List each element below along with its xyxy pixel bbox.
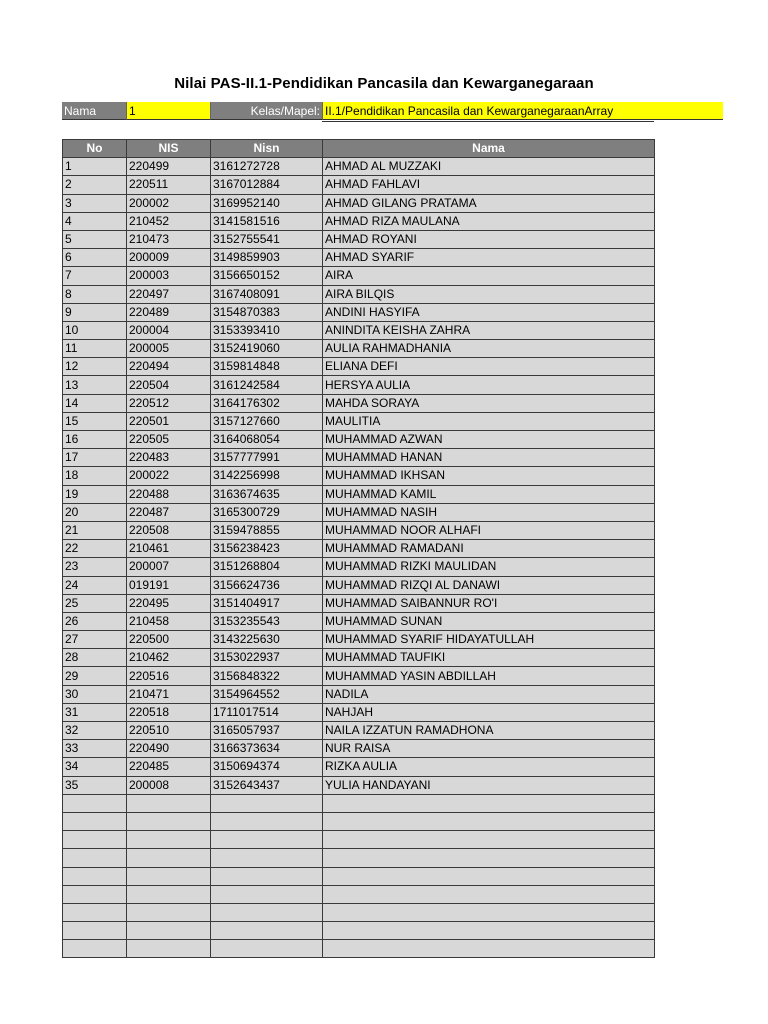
cell-nis[interactable]: 220499: [127, 158, 211, 176]
table-row: [63, 758, 655, 776]
cell-nama[interactable]: ANINDITA KEISHA ZAHRA: [323, 321, 655, 339]
table-row: [63, 849, 655, 867]
cell-nis[interactable]: 210458: [127, 612, 211, 630]
nama-label: Nama: [62, 102, 126, 120]
table-row: [63, 831, 655, 849]
cell-nisn[interactable]: 3152643437: [211, 776, 323, 794]
cell-nisn[interactable]: 3164068054: [211, 431, 323, 449]
table-row: [63, 885, 655, 903]
cell-no[interactable]: 28: [63, 649, 127, 667]
cell-nis[interactable]: 220501: [127, 412, 211, 430]
cell-nama[interactable]: MUHAMMAD NOOR ALHAFI: [323, 521, 655, 539]
cell-nisn[interactable]: [211, 903, 323, 921]
cell-nisn[interactable]: 3153022937: [211, 649, 323, 667]
table-row: [63, 321, 655, 339]
cell-nama[interactable]: MUHAMMAD SAIBANNUR RO'I: [323, 594, 655, 612]
cell-nis[interactable]: 220500: [127, 631, 211, 649]
table-header-row: [63, 140, 655, 158]
table-row: [63, 230, 655, 248]
cell-nisn[interactable]: 3166373634: [211, 740, 323, 758]
cell-nama[interactable]: AHMAD SYARIF: [323, 249, 655, 267]
cell-nisn[interactable]: 3151268804: [211, 558, 323, 576]
cell-nisn[interactable]: 3161272728: [211, 158, 323, 176]
table-row: [63, 740, 655, 758]
table-row: [63, 685, 655, 703]
cell-no[interactable]: 23: [63, 558, 127, 576]
cell-nis[interactable]: 220512: [127, 394, 211, 412]
cell-nis[interactable]: 220485: [127, 758, 211, 776]
cell-no[interactable]: 35: [63, 776, 127, 794]
table-row: [63, 194, 655, 212]
table-row: [63, 176, 655, 194]
table-row: [63, 722, 655, 740]
cell-nis[interactable]: 220511: [127, 176, 211, 194]
cell-no[interactable]: [63, 922, 127, 940]
table-row: [63, 576, 655, 594]
cell-nama[interactable]: YULIA HANDAYANI: [323, 776, 655, 794]
cell-no[interactable]: [63, 940, 127, 958]
cell-nama[interactable]: AIRA: [323, 267, 655, 285]
cell-no[interactable]: [63, 794, 127, 812]
table-row: [63, 340, 655, 358]
cell-nis[interactable]: 220489: [127, 303, 211, 321]
cell-nis[interactable]: 200022: [127, 467, 211, 485]
cell-no[interactable]: 6: [63, 249, 127, 267]
cell-nama[interactable]: MAHDA SORAYA: [323, 394, 655, 412]
meta-bar: [62, 102, 723, 121]
cell-no[interactable]: 32: [63, 722, 127, 740]
cell-nama[interactable]: MUHAMMAD NASIH: [323, 503, 655, 521]
table-row: [63, 667, 655, 685]
table-row: [63, 358, 655, 376]
cell-no[interactable]: 18: [63, 467, 127, 485]
cell-nis[interactable]: 200005: [127, 340, 211, 358]
cell-no[interactable]: 33: [63, 740, 127, 758]
table-row: [63, 249, 655, 267]
cell-no[interactable]: 4: [63, 212, 127, 230]
cell-nama[interactable]: MUHAMMAD KAMIL: [323, 485, 655, 503]
cell-nisn[interactable]: 3142256998: [211, 467, 323, 485]
table-row: [63, 158, 655, 176]
cell-nisn[interactable]: 3156848322: [211, 667, 323, 685]
cell-nisn[interactable]: 3169952140: [211, 194, 323, 212]
cell-nisn[interactable]: [211, 849, 323, 867]
cell-nisn[interactable]: 3154964552: [211, 685, 323, 703]
cell-nis[interactable]: 220508: [127, 521, 211, 539]
cell-nis[interactable]: 220495: [127, 594, 211, 612]
cell-nis[interactable]: 210461: [127, 540, 211, 558]
table-row: [63, 776, 655, 794]
cell-nisn[interactable]: 3152419060: [211, 340, 323, 358]
cell-no[interactable]: 29: [63, 667, 127, 685]
cell-no[interactable]: 1: [63, 158, 127, 176]
cell-nama[interactable]: [323, 922, 655, 940]
cell-nis[interactable]: 200007: [127, 558, 211, 576]
cell-no[interactable]: 26: [63, 612, 127, 630]
cell-nama[interactable]: AULIA RAHMADHANIA: [323, 340, 655, 358]
cell-nisn[interactable]: [211, 922, 323, 940]
cell-nama[interactable]: MUHAMMAD RAMADANI: [323, 540, 655, 558]
cell-no[interactable]: 21: [63, 521, 127, 539]
table-row: [63, 940, 655, 958]
cell-no[interactable]: 25: [63, 594, 127, 612]
table-row: [63, 594, 655, 612]
table-row: [63, 412, 655, 430]
cell-nama[interactable]: [323, 867, 655, 885]
nama-value-cell[interactable]: 1: [126, 102, 210, 120]
cell-nama[interactable]: MUHAMMAD SYARIF HIDAYATULLAH: [323, 631, 655, 649]
table-row: [63, 649, 655, 667]
table-row: [63, 867, 655, 885]
cell-no[interactable]: [63, 885, 127, 903]
cell-nis[interactable]: 220497: [127, 285, 211, 303]
cell-nisn[interactable]: [211, 940, 323, 958]
cell-nama[interactable]: [323, 903, 655, 921]
cell-nama[interactable]: HERSYA AULIA: [323, 376, 655, 394]
cell-nis[interactable]: 200003: [127, 267, 211, 285]
table-row: [63, 449, 655, 467]
cell-nis[interactable]: 210473: [127, 230, 211, 248]
cell-nama[interactable]: [323, 794, 655, 812]
cell-nisn[interactable]: [211, 831, 323, 849]
cell-nisn[interactable]: 3149859903: [211, 249, 323, 267]
cell-no[interactable]: [63, 812, 127, 830]
cell-nama[interactable]: AHMAD RIZA MAULANA: [323, 212, 655, 230]
cell-nisn[interactable]: 3152755541: [211, 230, 323, 248]
cell-nis[interactable]: 220494: [127, 358, 211, 376]
cell-nama[interactable]: NAHJAH: [323, 703, 655, 721]
table-row: [63, 812, 655, 830]
cell-nisn[interactable]: 1711017514: [211, 703, 323, 721]
cell-no[interactable]: 12: [63, 358, 127, 376]
cell-nama[interactable]: AIRA BILQIS: [323, 285, 655, 303]
cell-nisn[interactable]: [211, 812, 323, 830]
cell-no[interactable]: [63, 867, 127, 885]
table-row: [63, 631, 655, 649]
cell-nisn[interactable]: 3163674635: [211, 485, 323, 503]
header-nama: Nama: [323, 140, 655, 158]
cell-nis[interactable]: [127, 903, 211, 921]
cell-nisn[interactable]: 3167012884: [211, 176, 323, 194]
cell-no[interactable]: 22: [63, 540, 127, 558]
cell-nama[interactable]: [323, 940, 655, 958]
cell-nis[interactable]: 220490: [127, 740, 211, 758]
cell-nis[interactable]: 200002: [127, 194, 211, 212]
cell-no[interactable]: 14: [63, 394, 127, 412]
header-nis: NIS: [127, 140, 211, 158]
cell-nis[interactable]: [127, 812, 211, 830]
cell-nisn[interactable]: 3165300729: [211, 503, 323, 521]
table-row: [63, 703, 655, 721]
cell-nis[interactable]: [127, 794, 211, 812]
cell-no[interactable]: 30: [63, 685, 127, 703]
cell-nis[interactable]: [127, 867, 211, 885]
cell-nis[interactable]: 220504: [127, 376, 211, 394]
table-row: [63, 612, 655, 630]
cell-nis[interactable]: [127, 831, 211, 849]
table-row: [63, 376, 655, 394]
cell-nis[interactable]: 200009: [127, 249, 211, 267]
cell-nis[interactable]: 210452: [127, 212, 211, 230]
cell-nama[interactable]: MUHAMMAD AZWAN: [323, 431, 655, 449]
cell-no[interactable]: 24: [63, 576, 127, 594]
cell-nama[interactable]: MUHAMMAD SUNAN: [323, 612, 655, 630]
table-body: [63, 158, 655, 958]
cell-nisn[interactable]: 3143225630: [211, 631, 323, 649]
cell-no[interactable]: 8: [63, 285, 127, 303]
cell-nis[interactable]: 220487: [127, 503, 211, 521]
cell-nis[interactable]: 200008: [127, 776, 211, 794]
cell-no[interactable]: 2: [63, 176, 127, 194]
table-row: [63, 903, 655, 921]
table-row: [63, 503, 655, 521]
cell-no[interactable]: 7: [63, 267, 127, 285]
cell-nisn[interactable]: 3156624736: [211, 576, 323, 594]
cell-no[interactable]: 16: [63, 431, 127, 449]
cell-nisn[interactable]: 3153235543: [211, 612, 323, 630]
cell-nis[interactable]: 220505: [127, 431, 211, 449]
cell-nisn[interactable]: 3156650152: [211, 267, 323, 285]
cell-nis[interactable]: 200004: [127, 321, 211, 339]
cell-nama[interactable]: MUHAMMAD TAUFIKI: [323, 649, 655, 667]
cell-nama[interactable]: AHMAD GILANG PRATAMA: [323, 194, 655, 212]
table-row: [63, 212, 655, 230]
cell-nisn[interactable]: 3159814848: [211, 358, 323, 376]
cell-no[interactable]: 3: [63, 194, 127, 212]
cell-no[interactable]: 27: [63, 631, 127, 649]
cell-nisn[interactable]: [211, 867, 323, 885]
cell-no[interactable]: 31: [63, 703, 127, 721]
table-row: [63, 285, 655, 303]
cell-nisn[interactable]: [211, 794, 323, 812]
cell-nisn[interactable]: 3157777991: [211, 449, 323, 467]
cell-nis[interactable]: 220483: [127, 449, 211, 467]
cell-nis[interactable]: 220510: [127, 722, 211, 740]
kelas-label: Kelas/Mapel:: [210, 102, 322, 120]
cell-no[interactable]: 5: [63, 230, 127, 248]
cell-no[interactable]: 34: [63, 758, 127, 776]
cell-nama[interactable]: [323, 885, 655, 903]
cell-nama[interactable]: MUHAMMAD YASIN ABDILLAH: [323, 667, 655, 685]
cell-no[interactable]: 13: [63, 376, 127, 394]
cell-nis[interactable]: [127, 885, 211, 903]
cell-nama[interactable]: RIZKA AULIA: [323, 758, 655, 776]
cell-nama[interactable]: MUHAMMAD RIZKI MAULIDAN: [323, 558, 655, 576]
cell-no[interactable]: [63, 831, 127, 849]
cell-nama[interactable]: AHMAD FAHLAVI: [323, 176, 655, 194]
cell-no[interactable]: 20: [63, 503, 127, 521]
header-no: No: [63, 140, 127, 158]
cell-nisn[interactable]: 3157127660: [211, 412, 323, 430]
cell-nis[interactable]: 019191: [127, 576, 211, 594]
cell-nama[interactable]: [323, 849, 655, 867]
cell-nisn[interactable]: 3154870383: [211, 303, 323, 321]
header-nisn: Nisn: [211, 140, 323, 158]
table-row: [63, 431, 655, 449]
cell-no[interactable]: 17: [63, 449, 127, 467]
cell-nis[interactable]: 210471: [127, 685, 211, 703]
cell-no[interactable]: [63, 903, 127, 921]
cell-nama[interactable]: [323, 812, 655, 830]
cell-nama[interactable]: NAILA IZZATUN RAMADHONA: [323, 722, 655, 740]
cell-nisn[interactable]: 3164176302: [211, 394, 323, 412]
table-row: [63, 540, 655, 558]
table-row: [63, 794, 655, 812]
cell-nisn[interactable]: 3141581516: [211, 212, 323, 230]
grade-table: [62, 139, 655, 958]
cell-nama[interactable]: MUHAMMAD RIZQI AL DANAWI: [323, 576, 655, 594]
cell-no[interactable]: 11: [63, 340, 127, 358]
cell-nisn[interactable]: 3165057937: [211, 722, 323, 740]
cell-nama[interactable]: MUHAMMAD HANAN: [323, 449, 655, 467]
cell-nama[interactable]: [323, 831, 655, 849]
cell-nama[interactable]: ANDINI HASYIFA: [323, 303, 655, 321]
cell-no[interactable]: 10: [63, 321, 127, 339]
cell-nama[interactable]: NADILA: [323, 685, 655, 703]
cell-no[interactable]: [63, 849, 127, 867]
table-row: [63, 485, 655, 503]
cell-nis[interactable]: [127, 940, 211, 958]
cell-nisn[interactable]: [211, 885, 323, 903]
cell-nis[interactable]: 220516: [127, 667, 211, 685]
cell-nisn[interactable]: 3156238423: [211, 540, 323, 558]
cell-no[interactable]: 9: [63, 303, 127, 321]
cell-nis[interactable]: 210462: [127, 649, 211, 667]
page-title: Nilai PAS-II.1-Pendidikan Pancasila dan Kewarganegaraan: [174, 75, 594, 92]
cell-nama[interactable]: ELIANA DEFI: [323, 358, 655, 376]
cell-nis[interactable]: 220518: [127, 703, 211, 721]
cell-no[interactable]: 19: [63, 485, 127, 503]
cell-nama[interactable]: MUHAMMAD IKHSAN: [323, 467, 655, 485]
table-row: [63, 558, 655, 576]
cell-nisn[interactable]: 3161242584: [211, 376, 323, 394]
divider: [322, 121, 654, 122]
cell-nisn[interactable]: 3153393410: [211, 321, 323, 339]
cell-nama[interactable]: NUR RAISA: [323, 740, 655, 758]
table-row: [63, 394, 655, 412]
cell-nisn[interactable]: 3159478855: [211, 521, 323, 539]
table-row: [63, 521, 655, 539]
cell-nama[interactable]: AHMAD AL MUZZAKI: [323, 158, 655, 176]
cell-nama[interactable]: AHMAD ROYANI: [323, 230, 655, 248]
cell-nis[interactable]: 220488: [127, 485, 211, 503]
cell-nisn[interactable]: 3151404917: [211, 594, 323, 612]
cell-nisn[interactable]: 3167408091: [211, 285, 323, 303]
table-row: [63, 922, 655, 940]
cell-no[interactable]: 15: [63, 412, 127, 430]
table-row: [63, 303, 655, 321]
cell-nis[interactable]: [127, 849, 211, 867]
cell-nama[interactable]: MAULITIA: [323, 412, 655, 430]
cell-nisn[interactable]: 3150694374: [211, 758, 323, 776]
table-row: [63, 267, 655, 285]
kelas-value-cell[interactable]: II.1/Pendidikan Pancasila dan KewarganegaraanArray: [322, 102, 723, 120]
table-row: [63, 467, 655, 485]
cell-nis[interactable]: [127, 922, 211, 940]
